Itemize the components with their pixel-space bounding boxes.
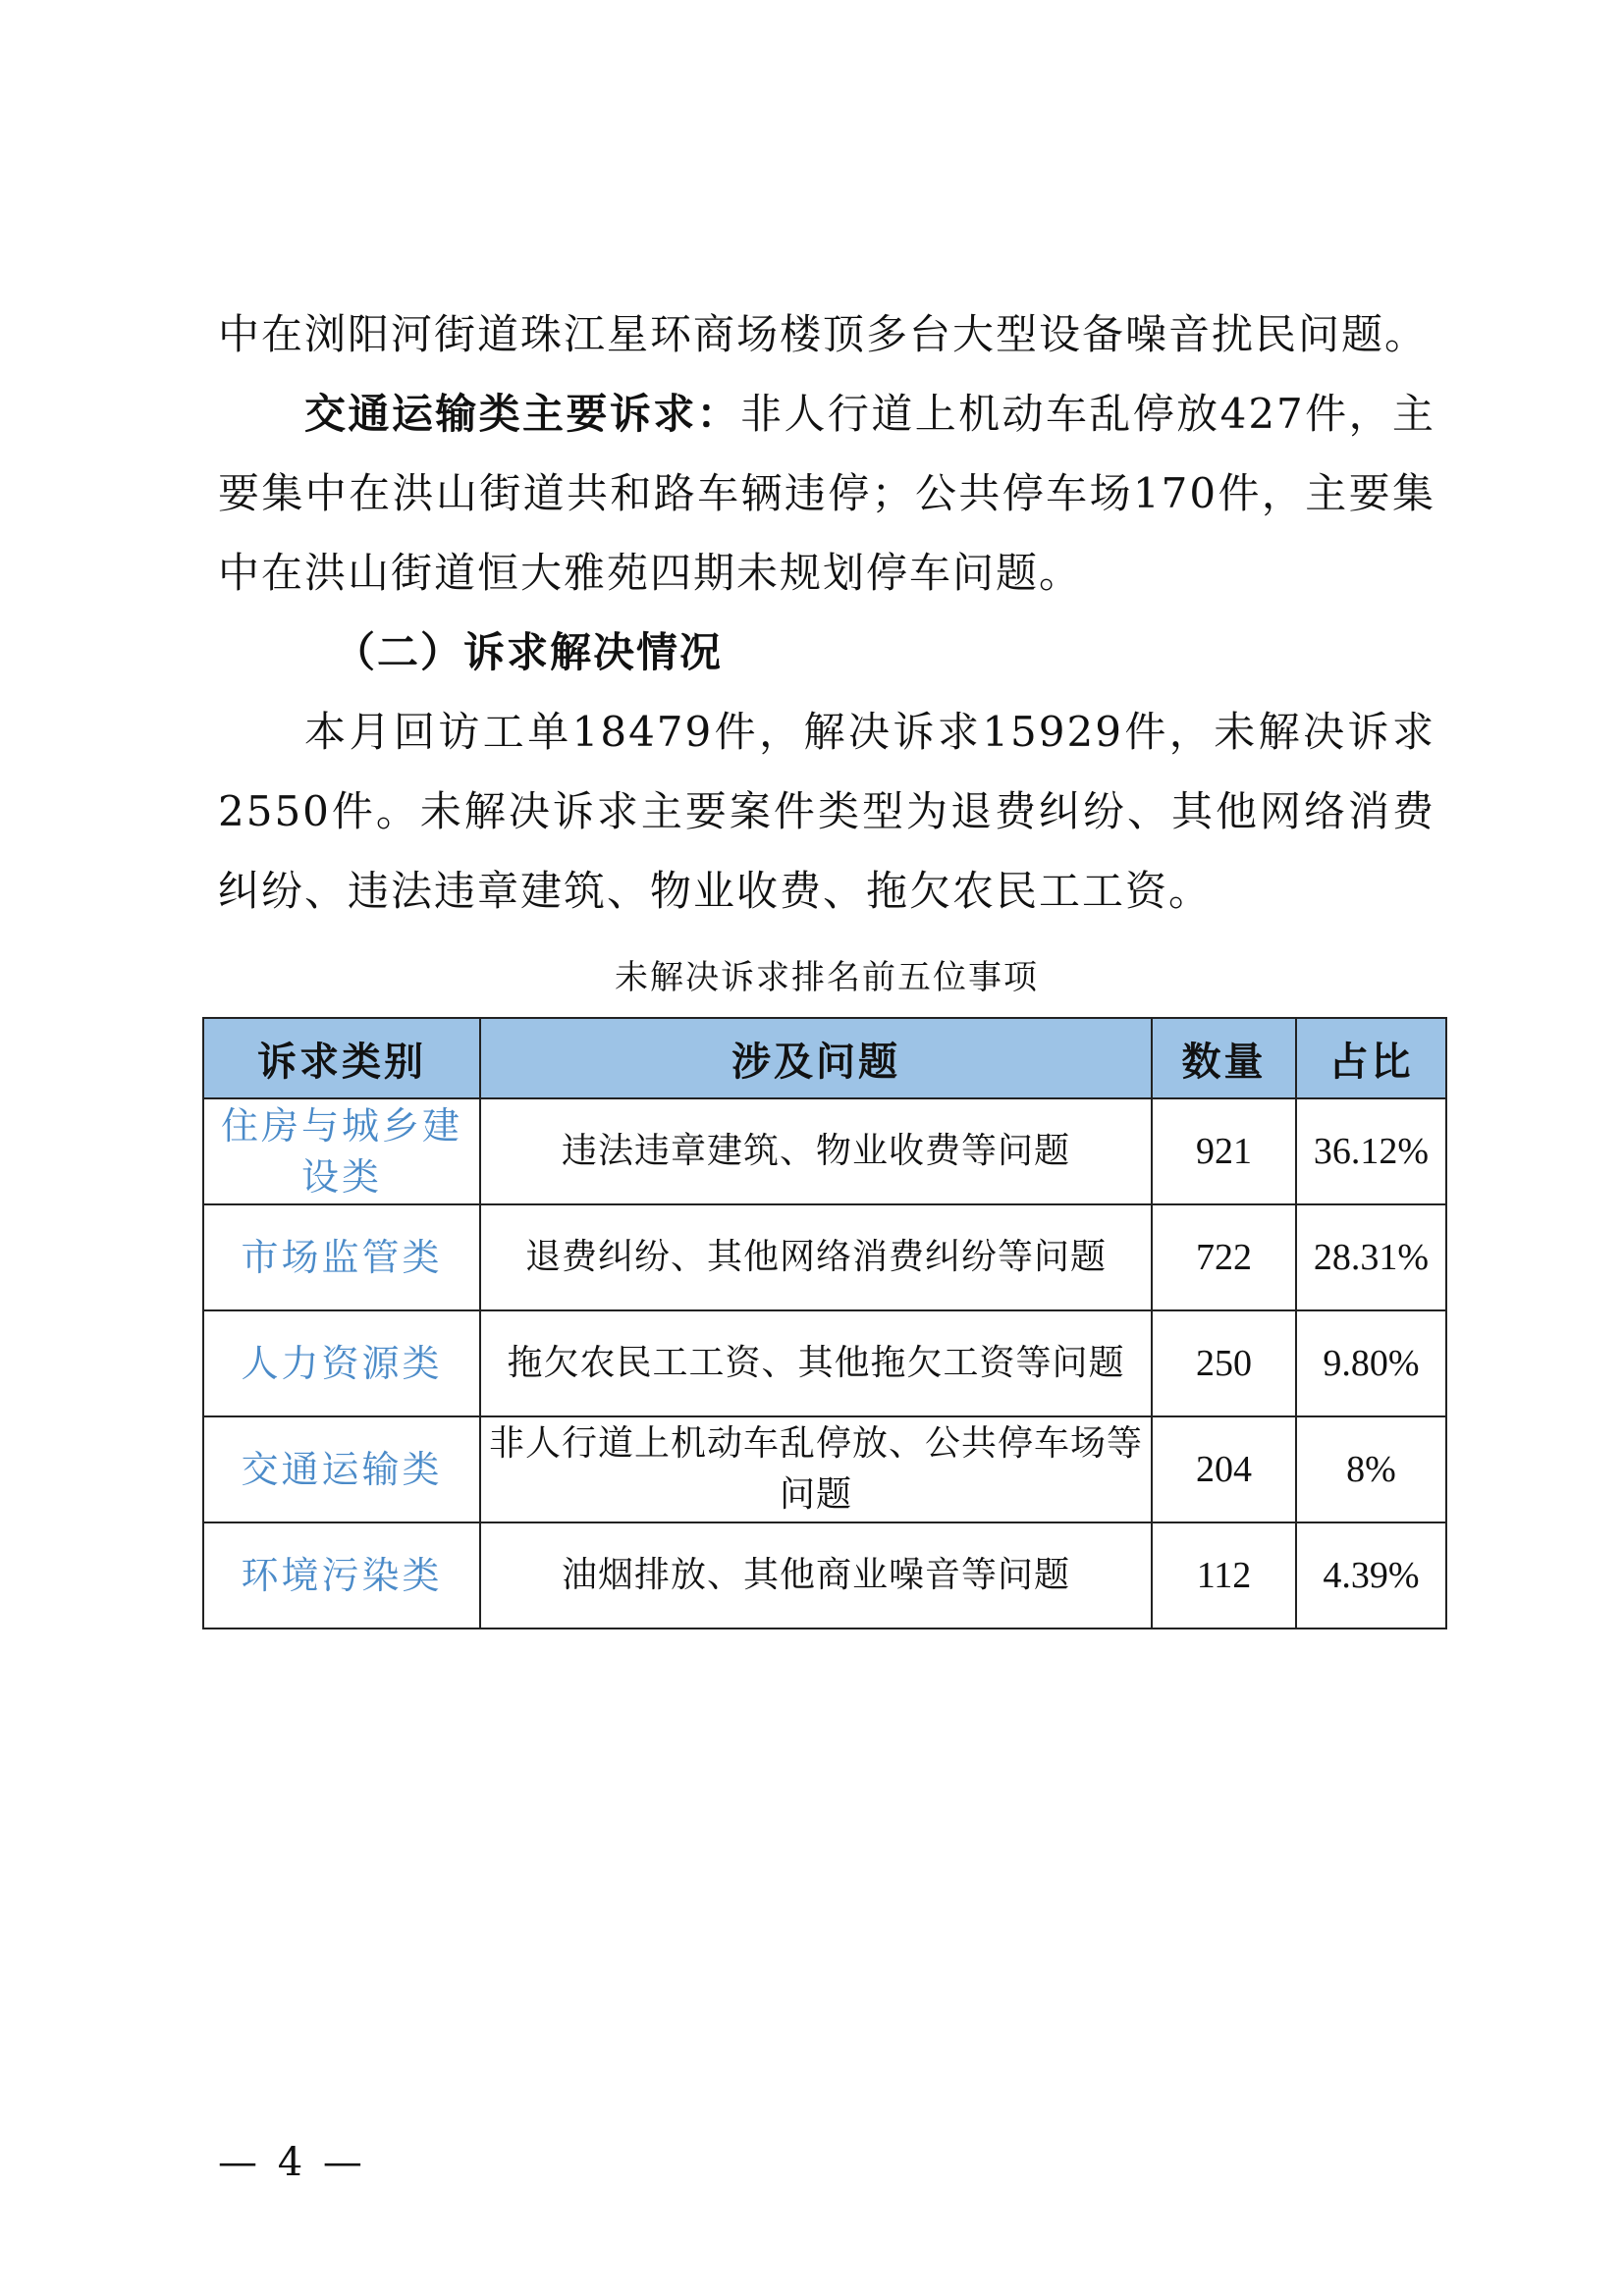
- header-category: 诉求类别: [203, 1018, 480, 1098]
- table-row: [203, 1310, 1446, 1416]
- document-body: [218, 294, 1435, 1629]
- row-issue: 油烟排放、其他商业噪音等问题: [480, 1522, 1152, 1629]
- row-count: 112: [1152, 1522, 1296, 1629]
- row-issue: 拖欠农民工工资、其他拖欠工资等问题: [480, 1310, 1152, 1416]
- row-count: 921: [1152, 1098, 1296, 1204]
- row-count: 250: [1152, 1310, 1296, 1416]
- table-row: [203, 1204, 1446, 1310]
- table-header-row: [203, 1018, 1446, 1098]
- unresolved-issues-table: [202, 1017, 1447, 1629]
- row-share: 28.31%: [1296, 1204, 1446, 1310]
- row-category: 住房与城乡建设类: [203, 1098, 480, 1204]
- paragraph-text: 非人行道上机动车乱停放427件，主要集中在洪山街道共和路车辆违停；公共停车场170件，主要集中在洪山街道恒大雅苑四期未规划停车问题。: [218, 390, 1435, 597]
- header-issue: 涉及问题: [480, 1018, 1152, 1098]
- row-share: 9.80%: [1296, 1310, 1446, 1416]
- row-count: 204: [1152, 1416, 1296, 1522]
- row-category: 交通运输类: [203, 1416, 480, 1522]
- paragraph-continuation: 中在浏阳河街道珠江星环商场楼顶多台大型设备噪音扰民问题。: [218, 310, 1429, 358]
- row-category: 环境污染类: [203, 1522, 480, 1629]
- paragraph-resolution-summary: 本月回访工单18479件，解决诉求15929件，未解决诉求2550件。未解决诉求主要案件类型为退费纠纷、其他网络消费纠纷、违法违章建筑、物业收费、拖欠农民工工资。: [218, 708, 1435, 915]
- row-count: 722: [1152, 1204, 1296, 1310]
- table-row: [203, 1522, 1446, 1629]
- table-caption: 未解决诉求排名前五位事项: [615, 958, 1039, 997]
- row-share: 8%: [1296, 1416, 1446, 1522]
- paragraph-transport-demands: [218, 374, 1435, 613]
- row-share: 36.12%: [1296, 1098, 1446, 1204]
- table-row: [203, 1416, 1446, 1522]
- row-share: 4.39%: [1296, 1522, 1446, 1629]
- row-category: 市场监管类: [203, 1204, 480, 1310]
- header-share: 占比: [1296, 1018, 1446, 1098]
- row-issue: 非人行道上机动车乱停放、公共停车场等问题: [480, 1416, 1152, 1522]
- table-row: [203, 1098, 1446, 1204]
- row-category: 人力资源类: [203, 1310, 480, 1416]
- row-issue: 违法违章建筑、物业收费等问题: [480, 1098, 1152, 1204]
- paragraph-label: 交通运输类主要诉求：: [304, 390, 741, 438]
- header-count: 数量: [1152, 1018, 1296, 1098]
- section-heading: （二）诉求解决情况: [334, 628, 724, 676]
- row-issue: 退费纠纷、其他网络消费纠纷等问题: [480, 1204, 1152, 1310]
- page-number: — 4 —: [218, 2140, 366, 2185]
